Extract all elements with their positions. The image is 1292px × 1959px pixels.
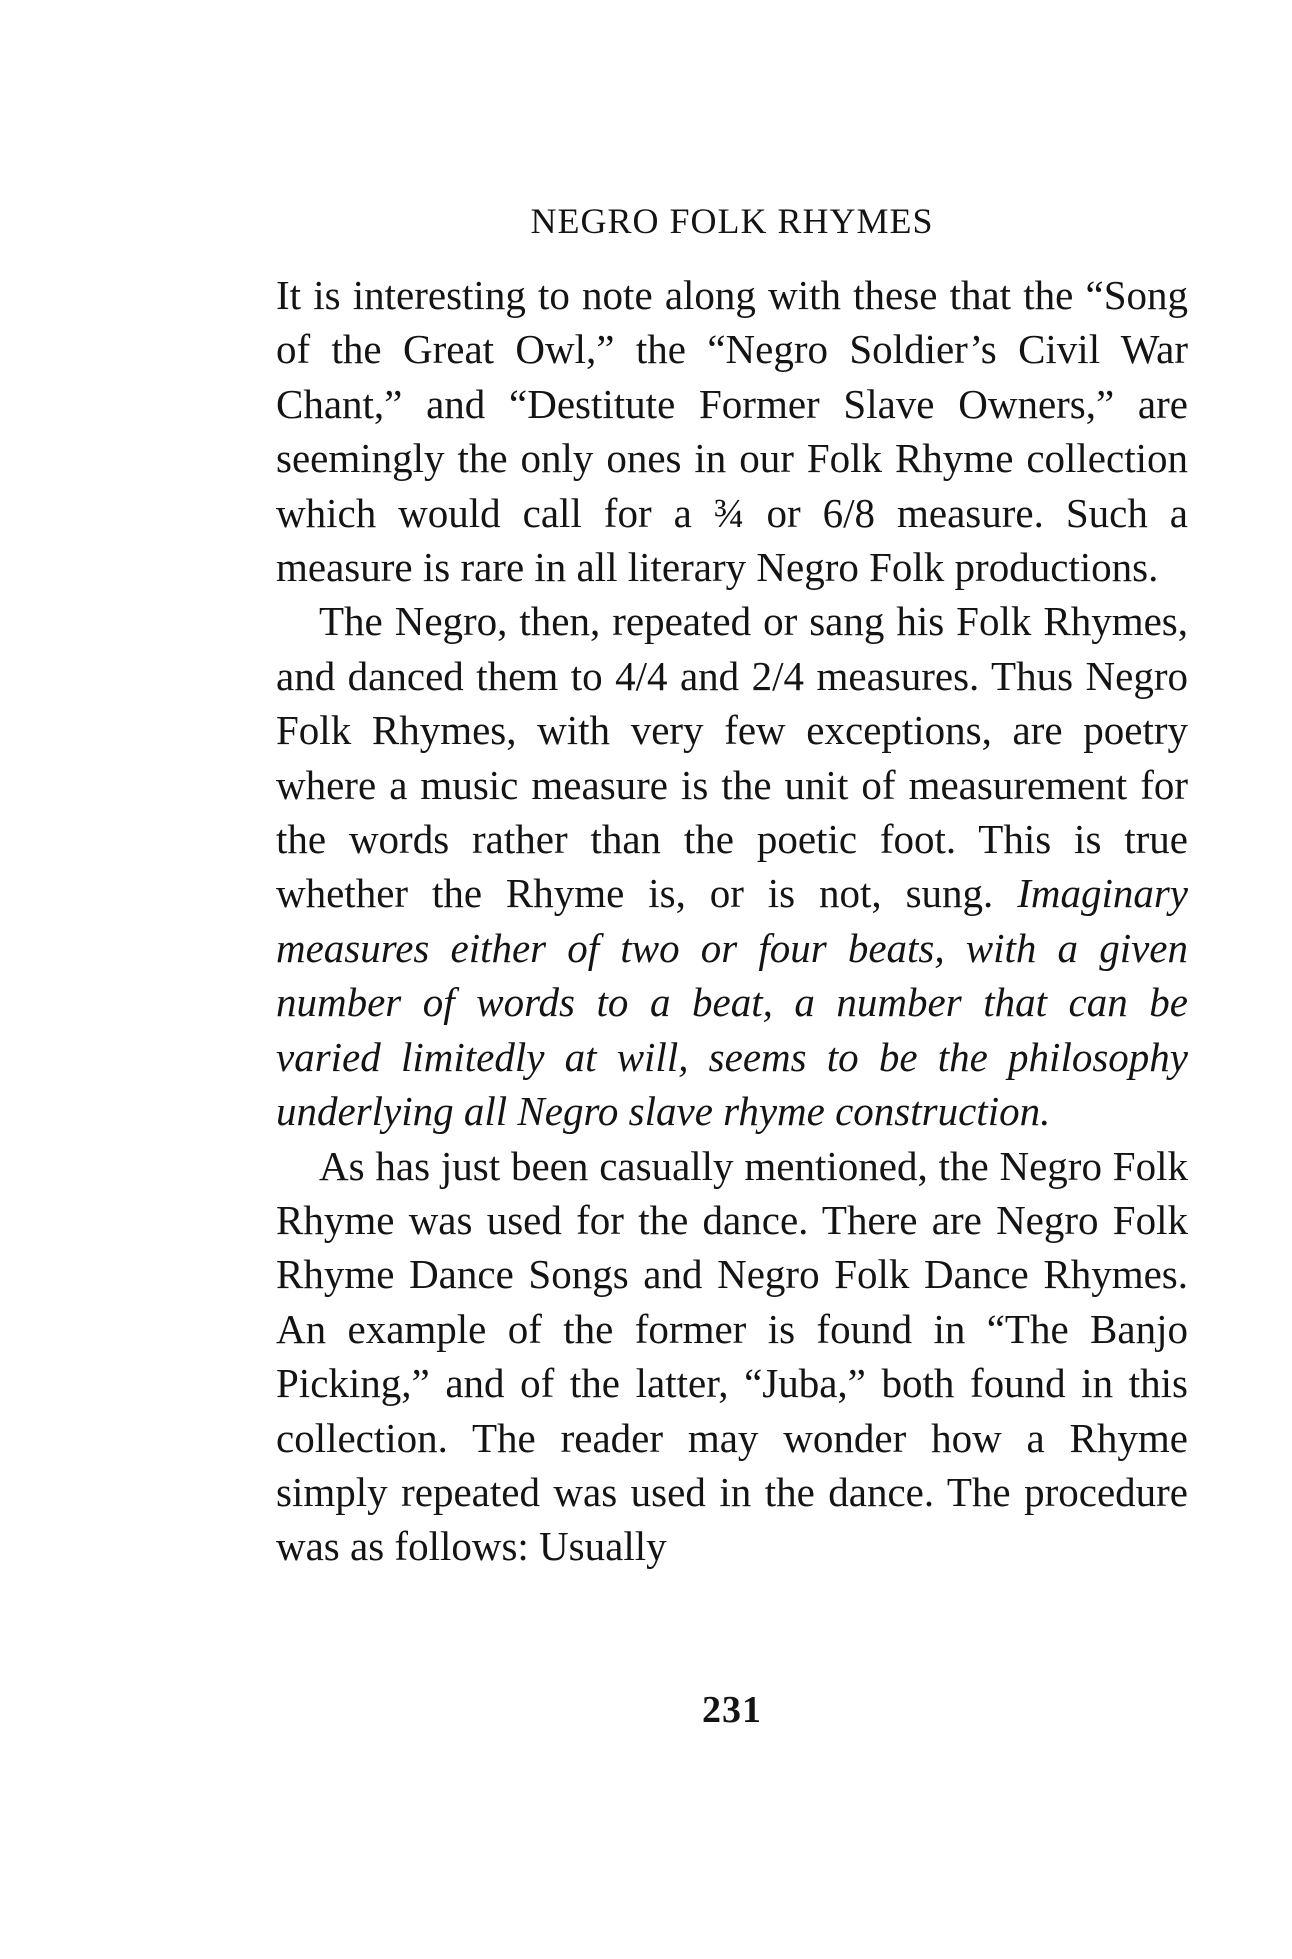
paragraph-3: As has just been casually mentioned, the Negro Folk Rhyme was used for the dance. There are Negro Folk Rhyme Dance Songs and Negro Folk Dance Rhymes. An example of the former is found in “The Banjo Picking,” and of the latter, “Juba,” both found in this collection. The reader may wonder how a Rhyme simply repeated was used in the dance. The procedure was as follows: Usually [276,1142,1188,1570]
running-head: NEGRO FOLK RHYMES [530,201,934,241]
body-text [276,268,1188,1574]
paragraph-2 [276,594,1188,1138]
paragraph-2-italic: Imaginary measures either of two or four beats, with a given number of words to a beat, a number that can be varied limitedly at will, seems to be the philosophy underlying all Negro slave rhyme construction. [276,870,1188,1135]
page-number: 231 [702,1689,762,1731]
paragraph-2-roman: The Negro, then, repeated or sang his Folk Rhymes, and danced them to 4/4 and 2/4 measures. Thus Negro Folk Rhymes, with very few exceptions, are poetry where a music measure is the unit of measurement for the words rather than the poetic foot. This is true whether the Rhyme is, or is not, sung. [276,598,1188,917]
paragraph-1: It is interesting to note along with these that the “Song of the Great Owl,” the “Negro Soldier’s Civil War Chant,” and “Destitute Former Slave Owners,” are seemingly the only ones in our Folk Rhyme collection which would call for a ¾ or 6/8 measure. Such a measure is rare in all literary Negro Folk productions. [276,272,1188,591]
